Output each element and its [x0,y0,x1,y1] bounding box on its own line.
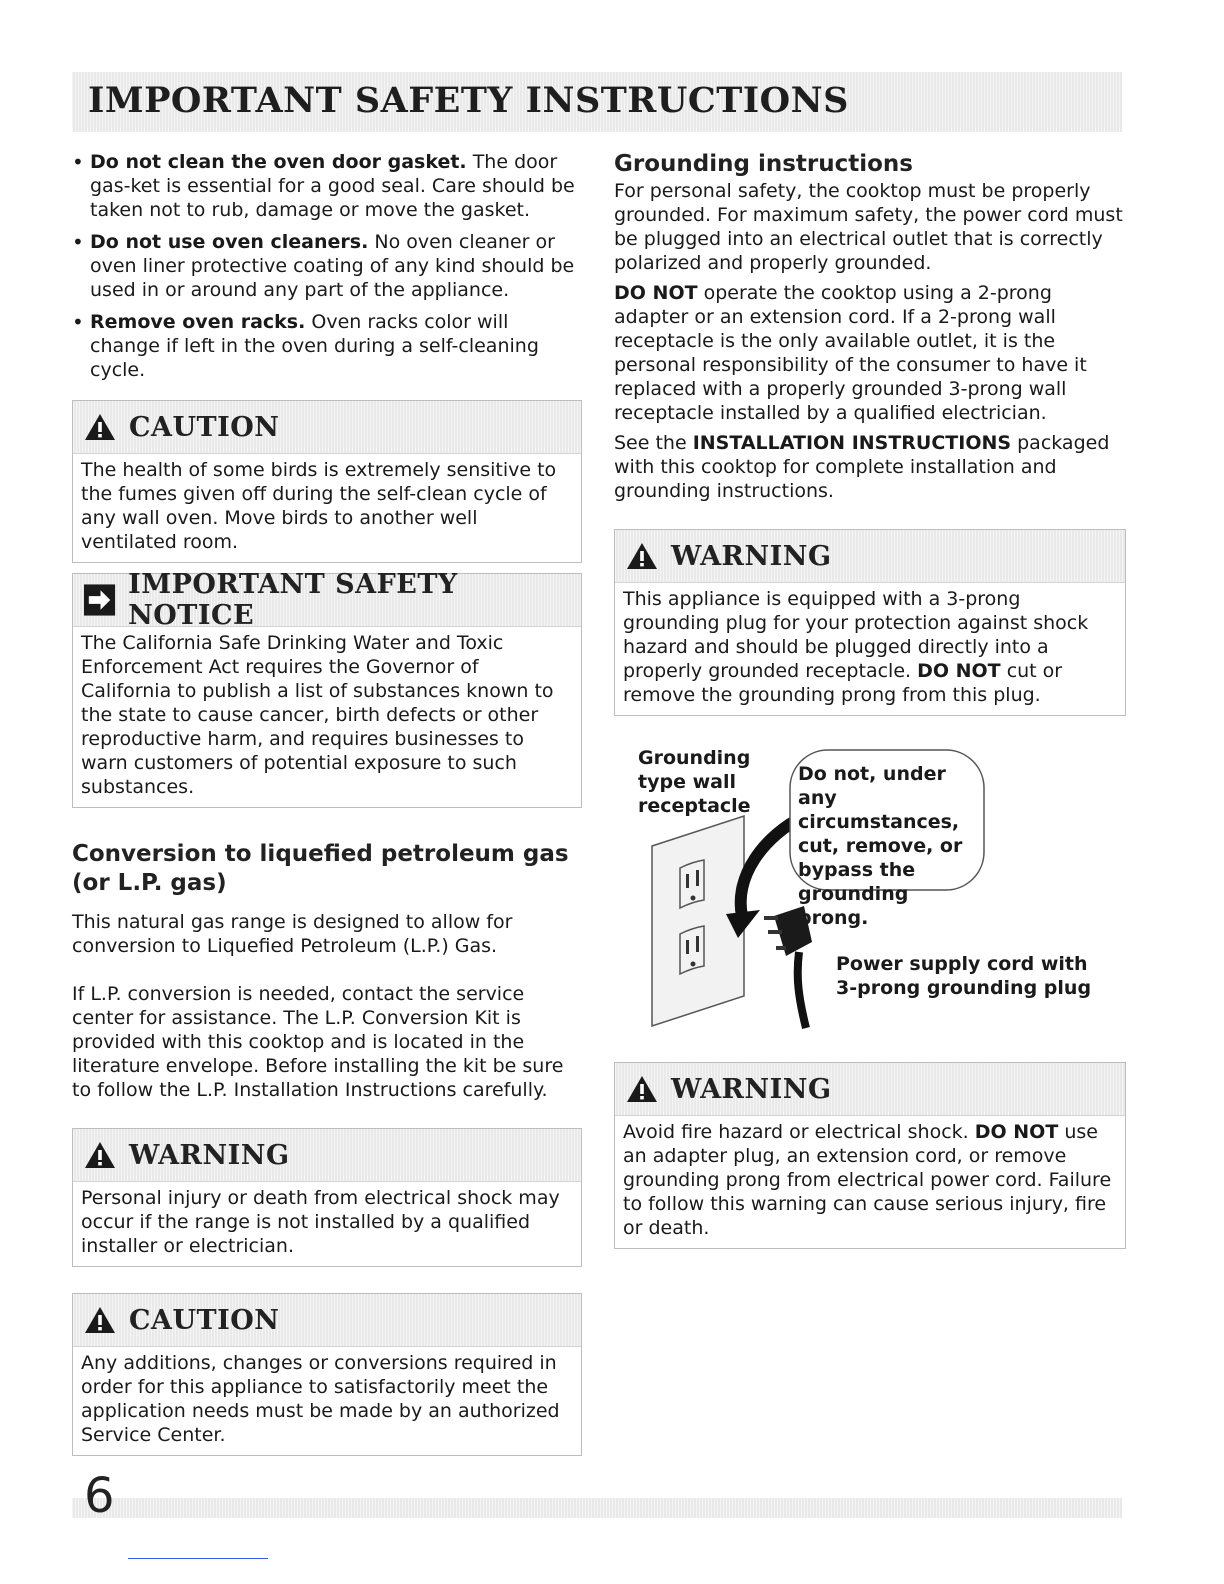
list-item [72,230,582,302]
grounding-paragraph-3 [614,431,1126,503]
caution-text: Any additions, changes or conversions required in order for this appliance to satisfactorily meet the application needs must be made by an authorized Service Center. [73,1346,581,1455]
cord-label: Power supply cord with 3-prong grounding plug [836,953,1092,999]
warning-text-part: Avoid fire hazard or electrical shock. [623,1121,975,1143]
list-item [72,150,582,222]
bubble-text: Do not, under any circumstances, cut, remove, or bypass the grounding prong. [798,763,963,929]
bullet-text: The door gas-ket is essential for a good seal. Care should be taken not to rub, damage or move the gasket. [90,151,575,221]
bullet-text: Oven racks color will change if left in the oven during a self-cleaning cycle. [90,311,539,381]
grounding-paragraph-1: For personal safety, the cooktop must be properly grounded. For maximum safety, the power cord must be plugged into an electrical outlet that is correctly polarized and properly grounded. [614,180,1123,274]
caution-label: CAUTION [129,411,280,443]
notice-label: IMPORTANT SAFETY NOTICE [128,569,458,631]
warning-triangle-icon [83,1140,117,1170]
do-not-emphasis: DO NOT [974,1121,1059,1143]
warning-text [615,582,1125,715]
grounding-paragraph-2-text: operate the cooktop using a 2-prong adapter or an extension cord. If a 2-prong wall receptacle is the only available outlet, it is the personal responsibility of the consumer to have it replaced with a properly grounded 3-prong wall receptacle installed by a qualified electrician. [614,282,1087,424]
warning-header [615,530,1125,582]
grounding-section-title: Grounding instructions [614,151,913,177]
warning-box-fire-hazard [614,1062,1126,1249]
installation-instructions-emphasis: INSTALLATION INSTRUCTIONS [692,432,1012,454]
lp-paragraph-2: If L.P. conversion is needed, contact the service center for assistance. The L.P. Conversion Kit is provided with this cooktop and is located in the literature envelope. Before installing the kit be sure to follow the L.P. Installation Instructions carefully. [72,983,564,1101]
grounding-diagram [614,746,1126,1036]
warning-header [73,1129,581,1181]
warning-label: WARNING [671,540,832,572]
warning-triangle-icon [83,412,117,442]
lp-paragraph-1: This natural gas range is designed to allow for conversion to Liquefied Petroleum (L.P.) Gas. [72,911,513,957]
bullet-lead: Do not clean the oven door gasket. [90,151,467,173]
bullet-lead: Remove oven racks. [90,311,306,333]
caution-header [73,1294,581,1346]
header-banner [72,72,1122,132]
safety-notice-box [72,569,582,808]
arrow-notice-icon [83,583,116,617]
grounding-paragraph-2 [614,281,1126,425]
warning-text-part: cut or remove the grounding prong from this plug. [623,660,1063,706]
right-column [614,150,1126,1249]
notice-header [73,569,581,631]
do-not-emphasis: DO NOT [614,282,698,304]
bullet-text: No oven cleaner or oven liner protective coating of any kind should be used in or around any part of the appliance. [90,231,575,301]
warning-text-part: This appliance is equipped with a 3-prong grounding plug for your protection against shock hazard and should be plugged directly into a properly grounded receptacle. [623,588,1089,682]
warning-label: WARNING [129,1139,290,1171]
grounding-paragraph-3-text: packaged with this cooktop for complete installation and grounding instructions. [614,432,1110,502]
footer-bar [72,1498,1122,1518]
safety-bullet-list [72,150,582,382]
notice-text: The California Safe Drinking Water and Toxic Enforcement Act requires the Governor of California to publish a list of substances known to the state to cause cancer, birth defects or other reproductive harm, and requires businesses to warn customers of potential exposure to such substances. [73,626,581,807]
warning-triangle-icon [83,1305,117,1335]
caution-box-service [72,1293,582,1456]
warning-text [615,1115,1125,1248]
warning-text-part: use an adapter plug, an extension cord, or remove grounding prong from electrical power cord. Failure to follow this warning can cause serious injury, fire or death. [623,1121,1112,1239]
warning-triangle-icon [625,541,659,571]
page-title: IMPORTANT SAFETY INSTRUCTIONS [88,80,849,121]
warning-triangle-icon [625,1074,659,1104]
caution-header [73,401,581,453]
caution-text: The health of some birds is extremely sensitive to the fumes given off during the self-clean cycle of any wall oven. Move birds to another well ventilated room. [73,453,581,562]
bullet-lead: Do not use oven cleaners. [90,231,369,253]
footer-divider [128,1558,268,1559]
warning-box-installer [72,1128,582,1267]
warning-header [615,1063,1125,1115]
list-item [72,310,582,382]
caution-label: CAUTION [129,1304,280,1336]
warning-text: Personal injury or death from electrical shock may occur if the range is not installed by a qualified installer or electrician. [73,1181,581,1266]
lp-section-title: Conversion to liquefied petroleum gas (or L.P. gas) [72,841,569,896]
caution-box-birds [72,400,582,563]
do-not-emphasis: DO NOT [917,660,1001,682]
receptacle-label: Grounding type wall receptacle [638,747,751,817]
page-number: 6 [84,1468,115,1524]
warning-label: WARNING [671,1073,832,1105]
warning-box-grounding-plug [614,529,1126,716]
left-column [72,150,582,1456]
grounding-paragraph-3-lead: See the [614,432,693,454]
